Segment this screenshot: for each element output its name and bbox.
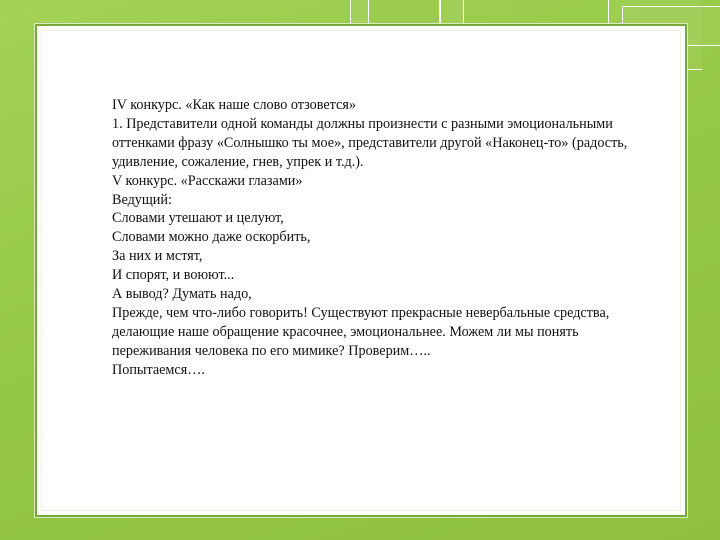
contest-four-title: IV конкурс. «Как наше слово отзовется» bbox=[112, 97, 356, 113]
decorative-square bbox=[440, 0, 464, 24]
poem-line: Словами можно даже оскорбить, bbox=[112, 229, 311, 246]
contest-five-title: V конкурс. «Расскажи глазами» bbox=[112, 172, 303, 189]
closing-line: Попытаемся…. bbox=[112, 361, 205, 378]
poem-line: И спорят, и воюют... bbox=[112, 267, 235, 284]
slide-text-body bbox=[112, 96, 632, 380]
poem-line: Словами утешают и целуют, bbox=[112, 210, 284, 227]
poem-line: За них и мстят, bbox=[112, 248, 203, 265]
contest-four-instructions: 1. Представители одной команды должны произнести с разными эмоциональными оттенками фразу «Солнышко ты мое», представители другой «Наконец-то» (радость, удивление, сожаление, гнев, упрек и т.д.). bbox=[112, 115, 628, 170]
slide-panel bbox=[37, 26, 685, 515]
paragraph-nonverbal: Прежде, чем что-либо говорить! Существуют прекрасные невербальные средства, делающие наше обращение красочнее, эмоциональнее. Можем ли мы понять переживания человека по его мимике? Проверим….. bbox=[112, 304, 610, 359]
host-label: Ведущий: bbox=[112, 191, 172, 208]
poem-line: А вывод? Думать надо, bbox=[112, 286, 252, 303]
